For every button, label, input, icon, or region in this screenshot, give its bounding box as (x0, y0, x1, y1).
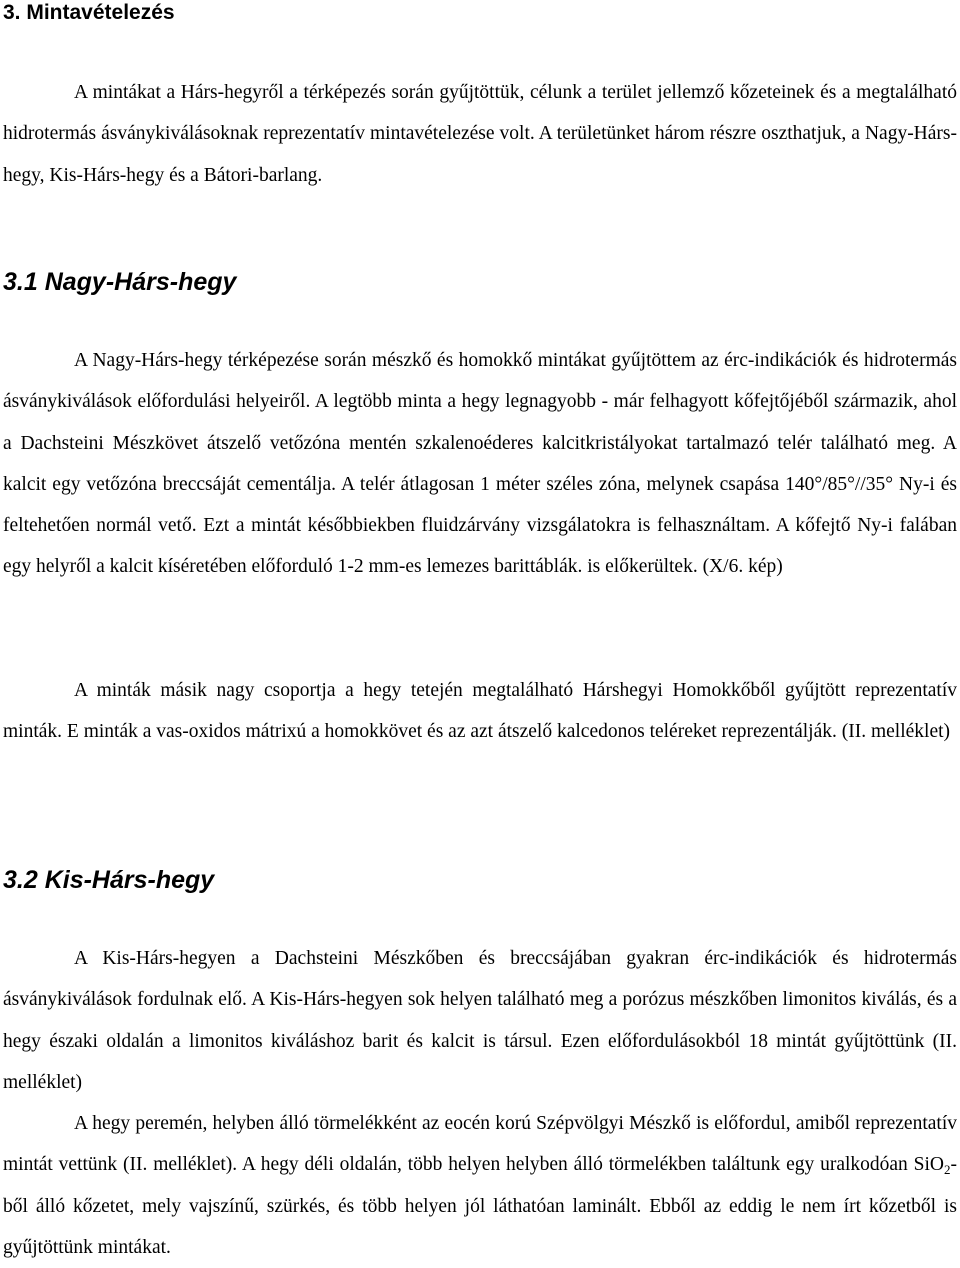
kis-hars-hegy-paragraph-2 (3, 1103, 957, 1268)
subsection-heading-kis-hars-hegy: 3.2 Kis-Hárs-hegy (3, 866, 215, 894)
paragraph-text-before-formula: A hegy peremén, helyben álló törmelékként az eocén korú Szépvölgyi Mészkő is előfordul, amiből reprezentatív mintát vettünk (II. melléklet). A hegy déli oldalán, több helyen helyben álló törmelékben találtunk egy uralkodóan SiO (3, 1113, 957, 1176)
subsection-heading-nagy-hars-hegy: 3.1 Nagy-Hárs-hegy (3, 268, 237, 296)
intro-paragraph: A mintákat a Hárs-hegyről a térképezés során gyűjtöttük, célunk a terület jellemző kőzeteinek és a megtalálható hidrotermás ásványkiválásoknak reprezentatív mintavételezése volt. A területünket három részre oszthatjuk, a Nagy-Hárs-hegy, Kis-Hárs-hegy és a Bátori-barlang. (3, 82, 957, 186)
kis-hars-hegy-paragraph-1: A Kis-Hárs-hegyen a Dachsteini Mészkőben és breccsájában gyakran érc-indikációk és hidrotermás ásványkiválások fordulnak elő. A Kis-Hárs-hegyen sok helyen található meg a porózus mészkőben limonitos kiválás, és a hegy északi oldalán a limonitos kiváláshoz barit és kalcit is társul. Ezen előfordulásokból 18 mintát gyűjtöttünk (II. melléklet) (3, 948, 957, 1093)
nagy-hars-hegy-paragraph-2: A minták másik nagy csoportja a hegy tetején megtalálható Hárshegyi Homokkőből gyűjtött reprezentatív minták. E minták a vas-oxidos mátrixú a homokkövet és az azt átszelő kalcedonos teléreket reprezentálják. (II. melléklet) (3, 680, 957, 743)
section-heading: 3. Mintavételezés (3, 1, 175, 24)
paragraph-text-after-formula: -ből álló kőzetet, mely vajszínű, szürkés, és több helyen jól láthatóan laminált. Ebből az eddig le nem írt kőzetből is gyűjtöttünk mintákat. (3, 1154, 957, 1258)
nagy-hars-hegy-paragraph-1: A Nagy-Hárs-hegy térképezése során mészkő és homokkő mintákat gyűjtöttem az érc-indikációk és hidrotermás ásványkiválások előfordulási helyeiről. A legtöbb minta a hegy legnagyobb - már felhagyott kőfejtőjéből származik, ahol a Dachsteini Mészkövet átszelő vetőzóna mentén szkalenoéderes kalcitkristályokat tartalmazó telér található meg. A kalcit egy vetőzóna breccsáját cementálja. A telér átlagosan 1 méter széles zóna, melynek csapása 140°/85°//35° Ny-i és feltehetően normál vető. Ezt a mintát későbbiekben fluidzárvány vizsgálatokra is felhasználtam. A kőfejtő Ny-i falában egy helyről a kalcit kíséretében előforduló 1-2 mm-es lemezes barittáblák. is előkerültek. (X/6. kép) (3, 350, 957, 578)
formula-subscript: 2 (944, 1162, 951, 1178)
